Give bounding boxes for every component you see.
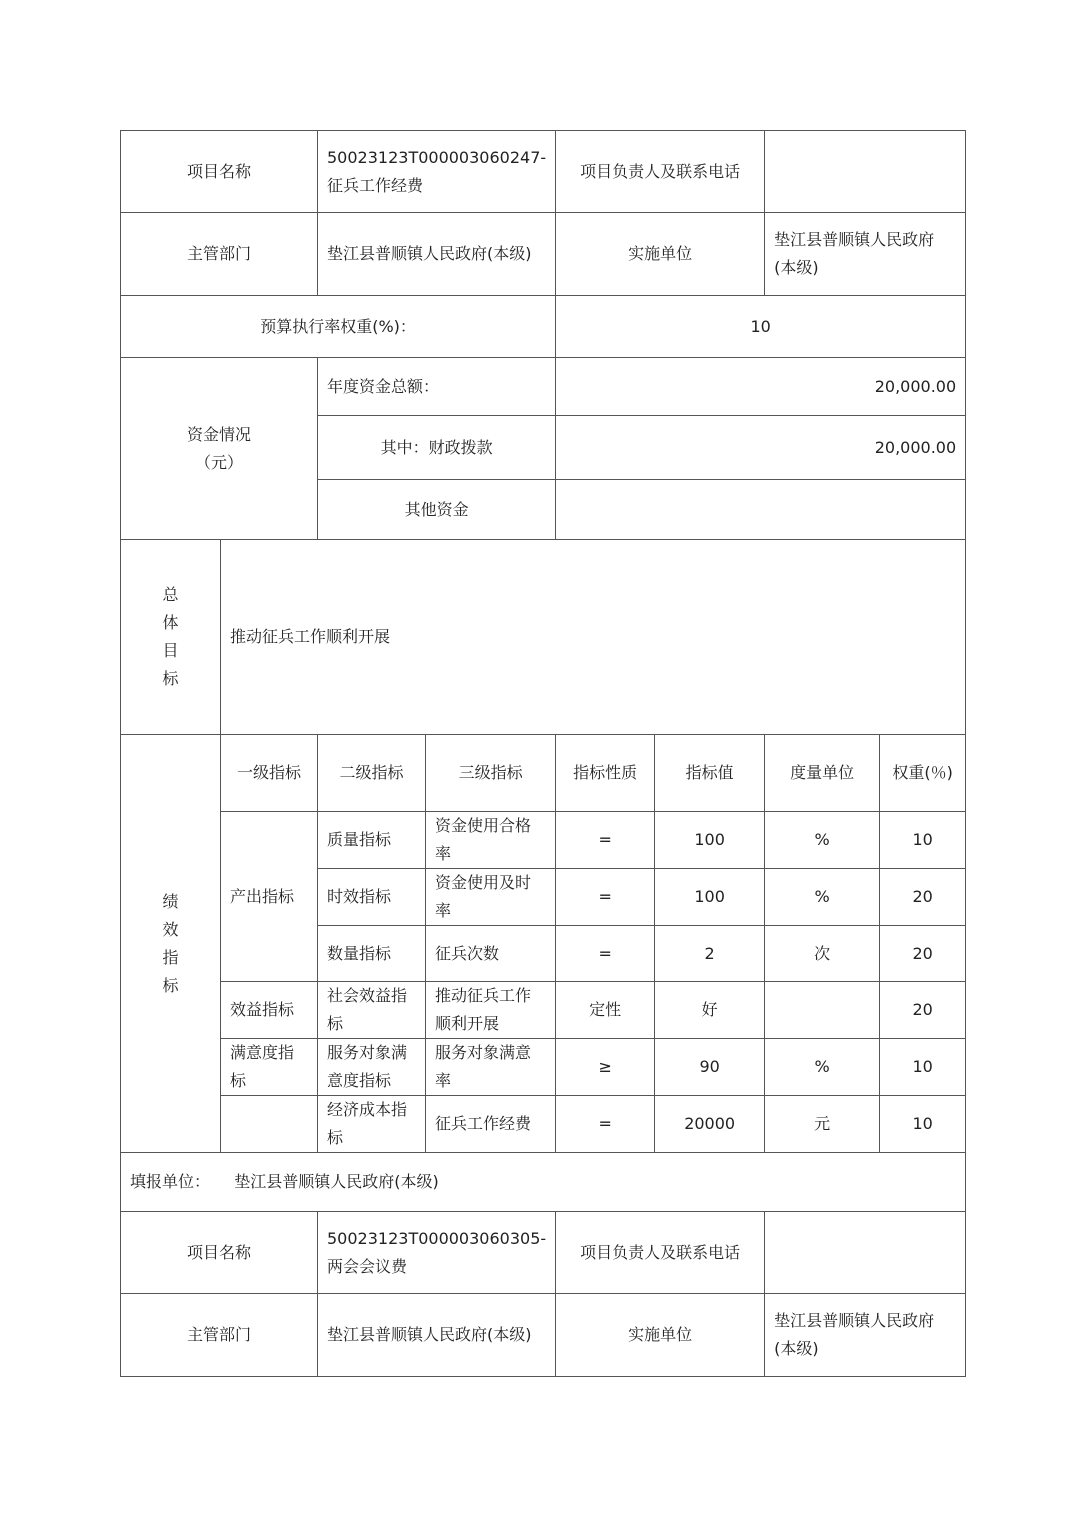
header-value: 指标值 (655, 735, 765, 812)
dept-label: 主管部门 (121, 213, 318, 296)
budget-weight-value: 10 (556, 296, 966, 358)
impl-unit-value (765, 213, 966, 296)
reporting-unit-value: 垫江县普顺镇人民政府(本级) (234, 1172, 439, 1191)
level1-cell (221, 1039, 318, 1096)
level3-line1: 资金使用及时 (435, 873, 532, 892)
level3-line2: 率 (435, 901, 452, 920)
table-row (121, 1096, 966, 1153)
value-cell: 20000 (655, 1096, 765, 1153)
header-unit: 度量单位 (765, 735, 880, 812)
project2-impl-unit-value (765, 1294, 966, 1377)
level3-cell: 征兵工作经费 (426, 1096, 556, 1153)
value-cell: 2 (655, 926, 765, 982)
weight-cell: 20 (880, 869, 966, 926)
level2-cell (318, 1096, 426, 1153)
nature-cell: = (556, 869, 655, 926)
nature-cell: = (556, 926, 655, 982)
unit-cell: % (765, 869, 880, 926)
perf-char: 效 (162, 919, 179, 939)
overall-goal-label (121, 540, 221, 735)
level2-cell: 数量指标 (318, 926, 426, 982)
weight-cell: 10 (880, 812, 966, 869)
overall-goal-value: 推动征兵工作顺利开展 (221, 540, 966, 735)
level1-cell: 产出指标 (221, 812, 318, 982)
funds-label-line1: 资金情况 (186, 424, 251, 444)
header-level1: 一级指标 (221, 735, 318, 812)
impl-unit-label: 实施单位 (556, 213, 765, 296)
perf-char: 标 (162, 975, 179, 995)
level1-line2: 标 (230, 1071, 247, 1090)
project-name-label: 项目名称 (121, 131, 318, 213)
project2-dept-label: 主管部门 (121, 1294, 318, 1377)
perf-indicator-label (121, 735, 221, 1153)
impl-unit-line1: 垫江县普顺镇人民政府 (774, 230, 935, 249)
level2-line1: 社会效益指 (327, 986, 408, 1005)
level2-line2: 标 (327, 1014, 344, 1033)
goal-char: 目 (162, 641, 179, 660)
goal-char: 标 (162, 669, 179, 688)
fiscal-funds-label: 其中：财政拨款 (318, 416, 556, 480)
project2-dept-value: 垫江县普顺镇人民政府(本级) (318, 1294, 556, 1377)
funds-label (121, 358, 318, 540)
level3-cell (426, 812, 556, 869)
other-funds-value (556, 480, 966, 540)
table-row (121, 812, 966, 869)
contact-label: 项目负责人及联系电话 (556, 131, 765, 213)
value-cell: 100 (655, 869, 765, 926)
header-nature: 指标性质 (556, 735, 655, 812)
level3-cell (426, 1039, 556, 1096)
weight-cell: 10 (880, 1096, 966, 1153)
value-cell: 100 (655, 812, 765, 869)
unit-cell (765, 982, 880, 1039)
performance-form-table (120, 130, 966, 1377)
unit-cell: % (765, 812, 880, 869)
table-row (121, 1039, 966, 1096)
level3-line1: 推动征兵工作 (435, 986, 532, 1005)
fiscal-funds-value: 20,000.00 (556, 416, 966, 480)
project2-impl-unit-label: 实施单位 (556, 1294, 765, 1377)
project2-impl-line2: (本级) (774, 1339, 819, 1358)
level3-line2: 顺利开展 (435, 1014, 500, 1033)
funds-label-line2: （元） (194, 452, 243, 472)
project2-contact-value (765, 1212, 966, 1294)
level2-line2: 意度指标 (327, 1071, 392, 1090)
level2-cell (318, 1039, 426, 1096)
table-row (121, 982, 966, 1039)
reporting-unit-label: 填报单位： (130, 1172, 211, 1191)
project2-impl-line1: 垫江县普顺镇人民政府 (774, 1311, 935, 1330)
level2-cell (318, 982, 426, 1039)
level1-line1: 满意度指 (230, 1043, 295, 1062)
level2-cell: 时效指标 (318, 869, 426, 926)
weight-cell: 20 (880, 926, 966, 982)
nature-cell: ≥ (556, 1039, 655, 1096)
perf-char: 指 (162, 947, 179, 967)
value-cell: 好 (655, 982, 765, 1039)
level3-line1: 资金使用合格 (435, 816, 532, 835)
header-weight: 权重(％) (880, 735, 966, 812)
other-funds-label: 其他资金 (318, 480, 556, 540)
contact-value (765, 131, 966, 213)
level3-line2: 率 (435, 1071, 452, 1090)
level3-cell: 征兵次数 (426, 926, 556, 982)
project2-name-value (318, 1212, 556, 1294)
project-name-line2: 征兵工作经费 (327, 175, 424, 195)
level2-line1: 服务对象满 (327, 1043, 408, 1062)
nature-cell: = (556, 1096, 655, 1153)
impl-unit-line2: (本级) (774, 258, 819, 277)
total-funds-label: 年度资金总额： (318, 358, 556, 416)
perf-char: 绩 (162, 891, 179, 911)
project2-contact-label: 项目负责人及联系电话 (556, 1212, 765, 1294)
level2-line2: 标 (327, 1128, 344, 1147)
project-name-value (318, 131, 556, 213)
dept-value: 垫江县普顺镇人民政府(本级) (318, 213, 556, 296)
header-level2: 二级指标 (318, 735, 426, 812)
value-cell: 90 (655, 1039, 765, 1096)
nature-cell: 定性 (556, 982, 655, 1039)
unit-cell: 次 (765, 926, 880, 982)
weight-cell: 20 (880, 982, 966, 1039)
project-name-line1: 50023123T000003060247- (327, 147, 547, 167)
level3-line2: 率 (435, 844, 452, 863)
goal-char: 体 (162, 613, 179, 632)
level2-line1: 经济成本指 (327, 1100, 408, 1119)
project2-name-line2: 两会会议费 (327, 1256, 408, 1276)
unit-cell: % (765, 1039, 880, 1096)
weight-cell: 10 (880, 1039, 966, 1096)
level2-cell: 质量指标 (318, 812, 426, 869)
nature-cell: = (556, 812, 655, 869)
level1-cell (221, 1096, 318, 1153)
reporting-unit (121, 1153, 966, 1212)
project2-name-label: 项目名称 (121, 1212, 318, 1294)
goal-char: 总 (162, 585, 179, 604)
level3-line1: 服务对象满意 (435, 1043, 532, 1062)
unit-cell: 元 (765, 1096, 880, 1153)
total-funds-value: 20,000.00 (556, 358, 966, 416)
header-level3: 三级指标 (426, 735, 556, 812)
level3-cell (426, 869, 556, 926)
level1-cell: 效益指标 (221, 982, 318, 1039)
project2-name-line1: 50023123T000003060305- (327, 1228, 547, 1248)
budget-weight-label: 预算执行率权重(%)： (121, 296, 556, 358)
level3-cell (426, 982, 556, 1039)
